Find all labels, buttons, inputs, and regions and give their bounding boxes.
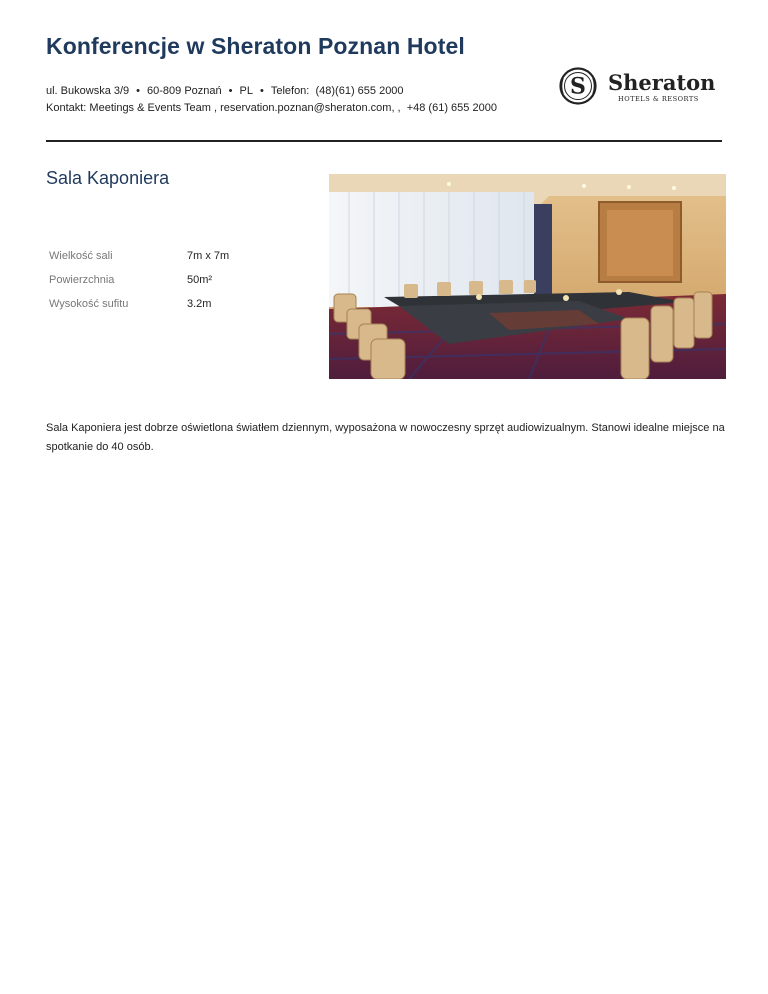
spec-label: Wysokość sufitu <box>49 298 129 310</box>
page-title: Konferencje w Sheraton Poznan Hotel <box>46 33 465 59</box>
room-photo <box>329 174 726 379</box>
spec-label: Powierzchnia <box>49 274 115 286</box>
logo-emblem-letter: S <box>570 73 586 100</box>
conference-room-illustration <box>329 174 726 379</box>
room-title: Sala Kaponiera <box>46 168 170 188</box>
header-divider <box>46 140 722 142</box>
spec-value: 3.2m <box>187 298 212 310</box>
sheraton-logo-graphic <box>557 66 723 106</box>
spec-value: 7m x 7m <box>187 250 230 262</box>
contact-team: Meetings & Events Team <box>89 102 211 114</box>
logo-brand: Sheraton <box>608 70 716 95</box>
contact-label: Kontakt: <box>46 102 87 114</box>
postal-city: 60-809 Poznań <box>147 85 222 97</box>
contact-line: Kontakt: Meetings & Events Team , reservation.poznan@sheraton.com, , +48 (61) 655 2000 <box>46 102 497 114</box>
phone: (48)(61) 655 2000 <box>315 85 404 97</box>
logo-tagline: HOTELS & RESORTS <box>618 95 699 103</box>
spec-row <box>49 298 229 322</box>
spec-row <box>49 250 229 274</box>
address-line: ul. Bukowska 3/9 • 60-809 Poznań • PL • Telefon: (48)(61) 655 2000 <box>46 85 404 97</box>
contact-phone: +48 (61) 655 2000 <box>406 102 497 114</box>
sheraton-logo <box>557 66 723 106</box>
country: PL <box>239 85 253 97</box>
spec-value: 50m² <box>187 274 213 286</box>
street: ul. Bukowska 3/9 <box>46 85 130 97</box>
spec-label: Wielkość sali <box>49 250 113 262</box>
phone-label: Telefon: <box>270 85 310 97</box>
spec-row <box>49 274 229 298</box>
room-specs-table <box>49 250 229 322</box>
room-description: Sala Kaponiera jest dobrze oświetlona światłem dziennym, wyposażona w nowoczesny sprzęt audiowizualnym. Stanowi idealne miejsce na spotkanie do 40 osób. <box>46 422 725 453</box>
contact-email[interactable]: reservation.poznan@sheraton.com <box>220 102 392 114</box>
laurel-emblem-icon <box>561 69 596 104</box>
